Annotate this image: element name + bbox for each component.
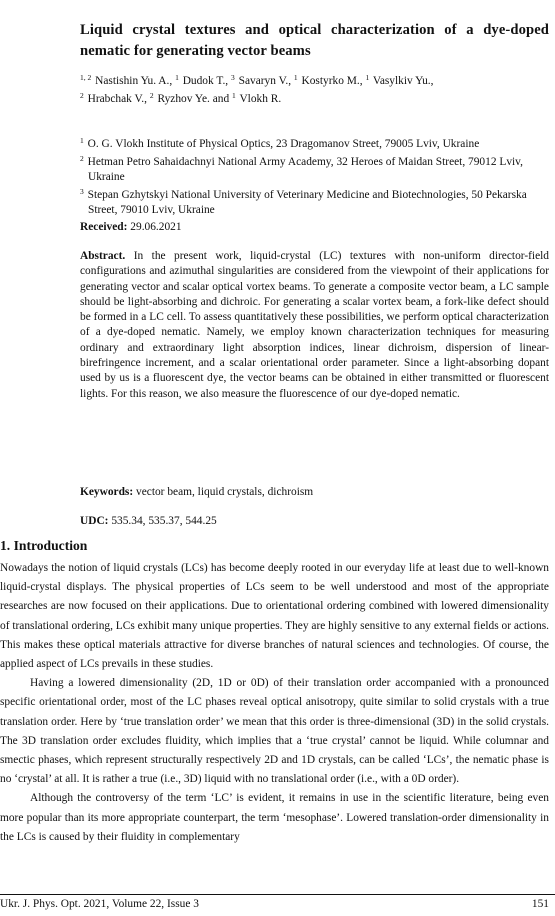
author: $^3$ Savaryn V., [231,73,292,87]
author-conjunction: and [212,93,230,105]
udc-label: UDC: [80,515,109,527]
author-line-1 [80,72,549,90]
author-list [80,72,549,108]
paragraph: Having a lowered dimensionality (2D, 1D or 0D) of their translation order accompanied with a pronounced specific orientational order, most of the LC phases reveal optical anisotropy, quite similar to solid crystals with a true translation order. Here by ‘true translation order’ we mean that this order is three-dimensional (3D) in the solid crystals. The 3D translation order excludes fluidity, which implies that a ‘true crystal’ cannot be liquid. While columnar and smectic phases, which represent structurally respectively 2D and 1D crystals, can be called ‘LCs’, the nematic phase is no ‘crystal’ at all. It is rather a true (i.e., 3D) liquid with no translational order (i.e., with a 0D order). [0,677,549,786]
keywords [80,485,549,500]
body-text [0,559,549,847]
keywords-text: vector beam, liquid crystals, dichroism [136,486,314,498]
author: $^1$ Dudok T., [175,73,229,87]
author-line-2 [80,90,549,108]
footer-rule [0,894,555,895]
keywords-label: Keywords: [80,486,134,498]
page-number: 151 [531,898,549,910]
abstract [80,249,549,402]
received-label: Received: [80,221,128,233]
affiliation: $^3$ Stepan Gzhytskyi National University of Veterinary Medicine and Biotechnologies, 50 Pekarska Street, 79010 Lviv, Ukraine [80,187,527,216]
udc-codes [80,514,549,529]
paper-title: Liquid crystal textures and optical characterization of a dye-doped nematic for generating vector beams [80,22,549,59]
section-heading: 1. Introduction [0,538,88,553]
paragraph: Nowadays the notion of liquid crystals (LCs) has become deeply rooted in our everyday life at least due to well-known liquid-crystal displays. The physical properties of LCs seem to be well understood and most of the appropriate researches are now focused on their applications. Due to orientational ordering combined with lowered dimensionality of translational ordering, LCs exhibit many unique properties. They are highly sensitive to any external fields or actions. This makes these optical materials attractive for diverse branches of natural sciences and technologies. Of course, the applied aspect of LCs prevails in these studies. [0,562,549,671]
affiliation: $^2$ Hetman Petro Sahaidachnyi National Army Academy, 32 Heroes of Maidan Street, 79012 Lviv, Ukraine [80,154,523,183]
affiliation: $^1$ O. G. Vlokh Institute of Physical Optics, 23 Dragomanov Street, 79005 Lviv, Ukraine [80,136,480,150]
udc-text: 535.34, 535.37, 544.25 [111,515,217,527]
journal-citation: Ukr. J. Phys. Opt. 2021, Volume 22, Issue 3 [0,898,199,910]
abstract-text: In the present work, liquid-crystal (LC) textures with non-uniform director-field configurations and azimuthal singularities are considered from the viewpoint of their applications for generating vector and scalar optical vortex beams. To generate a composite vector beam, a LC sample should be light-absorbing and dichroic. For generating a scalar vortex beam, a fork-like defect should be formed in a LC cell. To assess quantitatively these possibilities, we perform optical characterization of a dye-doped nematic. Namely, we employ known characterization techniques for measuring ordinary and extraordinary light absorption indices, linear dichroism, dispersion of linear-birefringence increment, and a scalar orientational order parameter. Since a light-absorbing dopant used by us is a fluorescent dye, the vector beams can be obtained in either transmitted or fluorescent lights. For this reason, we also measure the fluorescence of our dye-doped nematic. [80,250,549,400]
author: $^1$ Vasylkiv Yu., [365,73,434,87]
paragraph: Although the controversy of the term ‘LC’ is evident, it remains in use in the scientific literature, being even more popular than its more appropriate counterpart, the term ‘mesophase’. Lowered translation-order dimensionality in the LCs is caused by their fluidity in complementary [0,792,549,843]
author: $^2$ Hrabchak V., [80,91,147,105]
author: $^{1, 2}$ Nastishin Yu. A., [80,73,173,87]
author: $^1$ Vlokh R. [232,91,282,105]
abstract-label: Abstract. [80,250,126,262]
author: $^2$ Ryzhov Ye. [149,91,210,105]
affiliation-list [80,137,549,221]
received-date [80,220,549,235]
received-value: 29.06.2021 [130,221,182,233]
author: $^1$ Kostyrko M., [293,73,363,87]
